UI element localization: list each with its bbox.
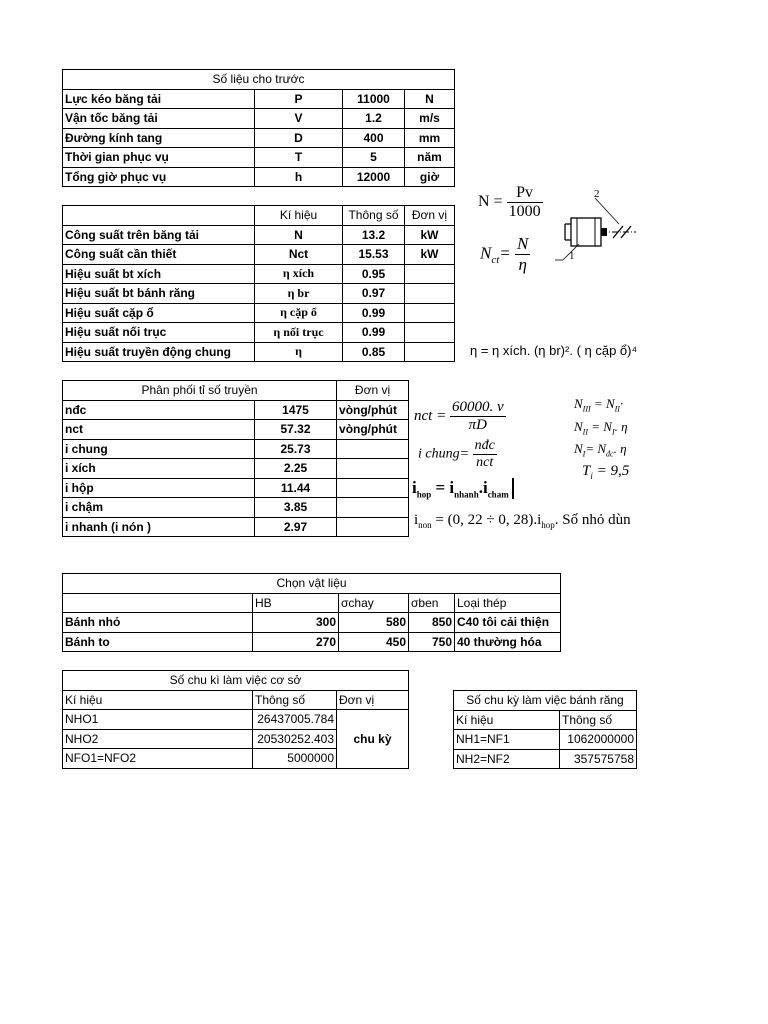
table-row: NH1=NF1 1062000000 xyxy=(454,730,637,750)
table-row: NFO1=NFO2 5000000 xyxy=(63,749,409,769)
gear-cycles-title: Số chu kỳ làm việc bánh răng xyxy=(454,691,637,711)
given-data-table xyxy=(62,69,455,187)
table-row: NHO1 26437005.784 chu kỳ xyxy=(63,710,409,730)
table-row: Tổng giờ phục vụ h 12000 giờ xyxy=(63,167,455,187)
table-row: Hiệu suất cặp ổ η cặp ổ 0.99 xyxy=(63,303,455,323)
ratio-table xyxy=(62,380,409,537)
formula-efficiency: η = η xích. (η br)². ( η cặp ổ)⁴ xyxy=(470,343,638,358)
table-header-row: Kí hiệu Thông số xyxy=(454,710,637,730)
material-table xyxy=(62,573,561,652)
table-row: Vận tốc băng tải V 1.2 m/s xyxy=(63,109,455,129)
table-row: Bánh to 270 450 750 40 thường hóa xyxy=(63,632,561,652)
formula-gearbox-ratio: $i_{hop} = i_{nhanh}.i_{cham}$ xyxy=(412,478,514,499)
formula-power-belt: N = $\frac{Pv}{1000}$ xyxy=(478,184,541,220)
table-row: i nhanh (i nón ) 2.97 xyxy=(63,517,409,537)
table-row: i hộp 11.44 xyxy=(63,478,409,498)
table-header-row: Kí hiệu Thông số Đơn vị xyxy=(63,690,409,710)
table-row: i chậm 3.85 xyxy=(63,498,409,518)
motor-diagram: 2 1 xyxy=(555,188,636,268)
table-row: Hiệu suất truyền động chung η 0.85 xyxy=(63,342,455,362)
base-cycles-table xyxy=(62,670,409,769)
table-row: NHO2 20530252.403 xyxy=(63,729,409,749)
motor-drive-icon xyxy=(555,188,636,268)
table-row: i xích 2.25 xyxy=(63,459,409,479)
table-row: Thời gian phục vụ T 5 năm xyxy=(63,148,455,168)
table-row: NH2=NF2 357575758 xyxy=(454,749,637,769)
table-row: nđc 1475 vòng/phút xyxy=(63,400,409,420)
formula-output-speed: nct = $\frac{60000. v}{\pi D}$ xyxy=(414,399,504,433)
table-row: Lực kéo băng tải P 11000 N xyxy=(63,89,455,109)
table-header-row: Phân phối tỉ số truyền Đơn vị xyxy=(63,381,409,401)
table-row: Đường kính tang D 400 mm xyxy=(63,128,455,148)
gear-cycles-table xyxy=(453,690,637,769)
material-table-title: Chọn vật liệu xyxy=(63,574,561,594)
power-table xyxy=(62,205,455,362)
table-row: Bánh nhỏ 300 580 850 C40 tôi cải thiện xyxy=(63,613,561,633)
base-cycles-title: Số chu kì làm việc cơ sở xyxy=(63,671,409,691)
table-row: i chung 25.73 xyxy=(63,439,409,459)
table-row: Hiệu suất nối trục η nối trục 0.99 xyxy=(63,323,455,343)
table-row: Hiệu suất bt xích η xích 0.95 xyxy=(63,264,455,284)
table-header-row: HB σchay σben Loại thép xyxy=(63,593,561,613)
formula-power-required: $N_{ct}=$ $\frac{N}{\eta}$ xyxy=(480,234,529,274)
table-row: Công suất cần thiết Nct 15.53 kW xyxy=(63,245,455,265)
given-table-title: Số liệu cho trước xyxy=(63,70,455,90)
cycle-unit-cell: chu kỳ xyxy=(337,710,409,769)
table-row: nct 57.32 vòng/phút xyxy=(63,420,409,440)
table-row: Công suất trên băng tải N 13.2 kW xyxy=(63,225,455,245)
formula-shaft-powers: $N_{III} = N_{II}\cdot$ $N_{II} = N_I$. η $N_I= N_{đc}$. η $T_i = 9,5$ xyxy=(574,396,630,481)
table-header-row: Kí hiệu Thông số Đơn vị xyxy=(63,206,455,226)
table-row: Hiệu suất bt bánh răng η br 0.97 xyxy=(63,284,455,304)
formula-bevel-ratio: $i_{non} = (0$, 22 ÷ 0, $28).i_{hop}$. Số nhỏ dùn xyxy=(414,512,631,530)
formula-total-ratio: i chung= $\frac{\text{nđc}}{\text{nct}}$ xyxy=(418,438,495,470)
